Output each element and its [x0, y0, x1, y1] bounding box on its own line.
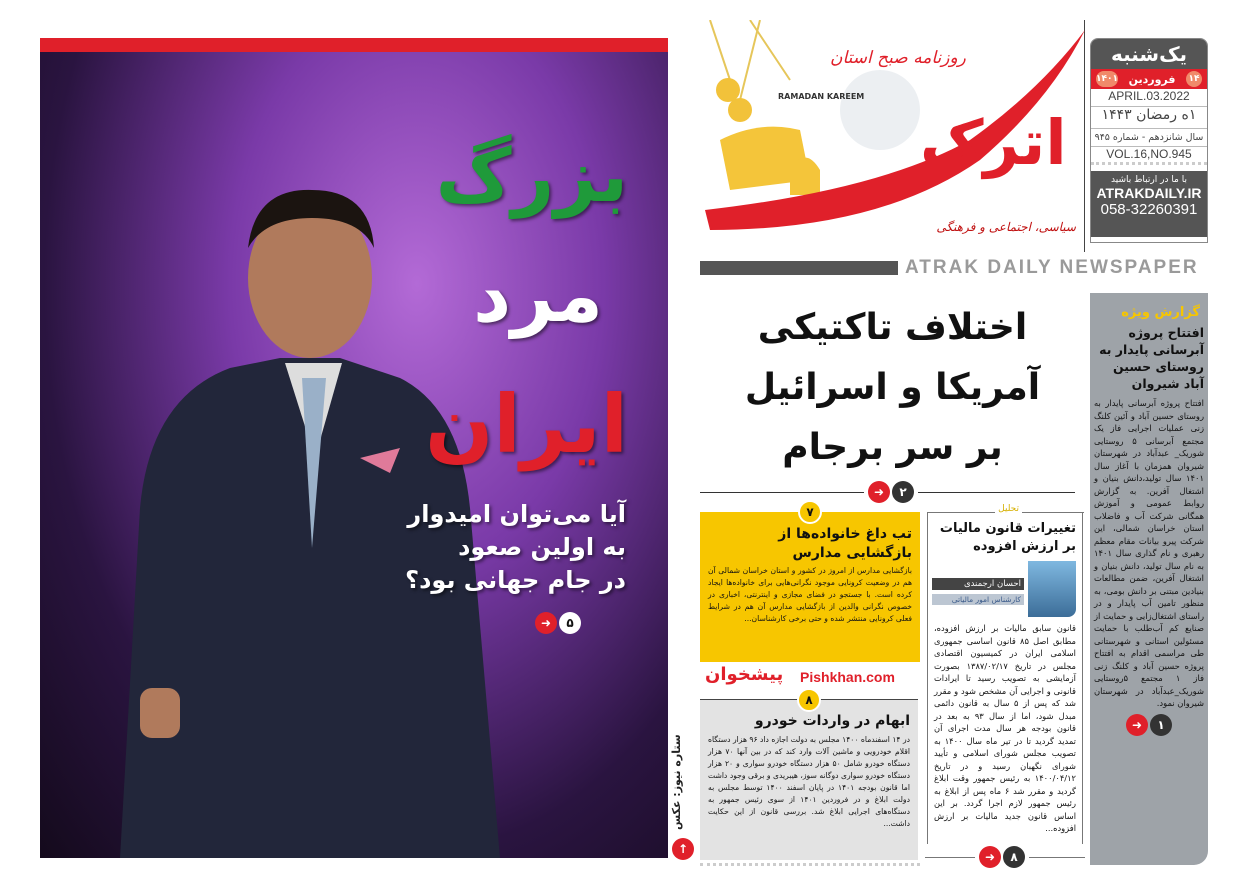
weekday: یک‌شنبه: [1091, 39, 1207, 69]
divider: [700, 863, 920, 866]
special-report-headline: افتتاح پروژه آبرسانی پایدار به روستای حسین آباد شیروان: [1099, 325, 1204, 391]
page-number: ۵: [559, 612, 581, 634]
lead-story-panel[interactable]: [40, 38, 668, 858]
lead-subhead-line1: آیا می‌توان امیدوار: [407, 500, 626, 528]
photo-credit: ستاره نیوز: عکس: [670, 734, 683, 831]
phone-number: 058-32260391: [1100, 201, 1198, 218]
ramadan-badge: RAMADAN KAREEM: [778, 92, 865, 101]
main-story-page-badge[interactable]: [864, 481, 918, 503]
analysis-column[interactable]: [927, 504, 1083, 844]
cars-story[interactable]: [700, 693, 918, 860]
arrow-up-icon: ↑: [672, 838, 694, 860]
special-report-page-badge[interactable]: [1126, 714, 1204, 736]
analysis-kicker: تحلیل: [995, 504, 1022, 514]
english-name: ATRAK DAILY NEWSPAPER: [905, 257, 1199, 278]
page-number: ۷: [798, 500, 822, 524]
lead-subhead-line2: به اولین صعود: [458, 533, 626, 561]
hijri-date: ۱ه رمضان ۱۴۴۳: [1091, 107, 1207, 129]
month: فروردین: [1128, 72, 1176, 86]
schools-headline: تب داغ خانواده‌ها از بازگشایی مدارس: [778, 526, 912, 561]
logo-subtitle: روزنامه صبح استان: [830, 48, 966, 68]
page-number: ۸: [1003, 846, 1025, 868]
day-number: ۱۴: [1186, 71, 1202, 87]
gregorian-date: APRIL.03.2022: [1091, 89, 1207, 107]
page-number: ۱: [1150, 714, 1172, 736]
analysis-page-badge[interactable]: [975, 846, 1029, 868]
page-number: ۸: [797, 688, 821, 712]
lead-headline-line2: مرد: [473, 253, 603, 339]
logo-text: اترک: [920, 106, 1067, 179]
author-photo: [1028, 561, 1076, 617]
lead-subhead-line3: در جام جهانی بود؟: [405, 566, 626, 594]
main-headline-line1: اختلاف تاکتیکی: [757, 307, 1028, 348]
author-role: کارشناس امور مالیاتی: [932, 594, 1024, 605]
arrow-right-icon: ➜: [1126, 714, 1148, 736]
year: ۱۴۰۱: [1096, 71, 1118, 87]
analysis-headline: تغییرات قانون مالیات بر ارزش افزوده: [939, 521, 1076, 554]
main-story[interactable]: [700, 298, 1085, 478]
website-link[interactable]: ATRAKDAILY.IR: [1096, 185, 1202, 201]
schools-body: بازگشایی مدارس از امروز در کشور و استان خراسان شمالی آن هم در وضعیت کرونایی موجود نگرانی‌هایی برای خانواده‌ها ایجاد کرده است. با جستجو در فضای مجازی و اینترنتی، اخباری در خصوص نگرانی والدین از بازگشایی مدارس آن هم در شرایط فعلی کرونایی منتشر شده و حتی برخی کارشناسان...: [708, 566, 912, 623]
watermark-en: Pishkhan.com: [800, 669, 895, 685]
masthead-logo: [700, 20, 1085, 252]
page-number: ۲: [892, 481, 914, 503]
logo-tagline: سیاسی، اجتماعی و فرهنگی: [936, 220, 1076, 234]
main-headline-line2: آمریکا و اسرائیل: [744, 367, 1041, 408]
masthead-bar: [700, 261, 898, 275]
date-box: [1090, 38, 1208, 243]
lead-headline-line3: ایران: [425, 378, 628, 471]
volume-fa: سال شانزدهم - شماره ۹۴۵: [1091, 129, 1207, 147]
schools-story[interactable]: [700, 505, 920, 662]
arrow-right-icon: ➜: [979, 846, 1001, 868]
special-report[interactable]: [1090, 293, 1208, 865]
arrow-right-icon: ➜: [535, 612, 557, 634]
author-name: احسان ارجمندی: [932, 578, 1024, 590]
contact-label: با ما در ارتباط باشید: [1111, 175, 1187, 185]
special-report-kicker: گزارش ویژه: [1121, 305, 1200, 320]
top-red-bar: [40, 38, 668, 52]
lead-photo: [80, 128, 500, 858]
cars-body: در ۱۴ اسفندماه ۱۴۰۰ مجلس به دولت اجازه داد ۹۶ هزار دستگاه اقلام خودرویی و ماشین آلات وارد کند که در بین آنها ۷۰ هزار دستگاه خودرو شامل ۵۰ هزار دستگاه خودرو سواری و ۲۰ هزار دستگاه خودرو سواری دوگانه سوز، هیبریدی و برقی وجود داشت اما قانون بودجه ۱۴۰۱ در پایان اسفند ۱۴۰۰ توسط مجلس به دولت ابلاغ و در فروردین ۱۴۰۱ از سوی رئیس جمهور به دستگاه‌های اجرایی ابلاغ شد. بررسی قانون از این حکایت داشت...: [708, 735, 911, 828]
main-headline-line3: بر سر برجام: [782, 427, 1003, 468]
analysis-body: قانون سابق مالیات بر ارزش افزوده، مطابق اصل ۸۵ قانون اساسی جمهوری اسلامی ایران در کمیسیون اقتصادی مجلس در تاریخ ۱۳۸۷/۰۲/۱۷ بصورت آزمایشی به تصویب رسید تا ایرادات قانونی و اجرایی آن مشخص شود و مقرر شد که پس از ۵ سال به قانون دائمی مبدل شود، اما از سال ۹۳ به بعد در قانون بودجه هر سال مدت اجرای آن تمدید گردید تا در تیر ماه سال ۱۴۰۰ به تصویب مجلس شورای اسلامی و تأیید شورای نگهبان رسید و در تاریخ ۱۴۰۰/۰۴/۱۲ به رئیس جمهور وقت ابلاغ گردید و مقرر شد ۶ ماه پس از ابلاغ به رئیس جمهور لازم اجرا گردد. بر این اساس قانون جدید مالیات بر ارزش افزوده...: [934, 623, 1076, 833]
special-report-body: افتتاح پروژه آبرسانی پایدار به روستای حسین آباد و آئین کلنگ زنی عملیات اجرایی فاز یک مجتمع آبرسانی ۵ روستایی شوریک_ عبدآباد در شهرستان شیروان همزمان با آغاز سال ۱۴۰۱ سال تولید،دانش بنیان و اشتغال آفرین. به گزارش روابط عمومی و آموزش همگانی شرکت آب و فاضلاب استان خراسان شمالی، این شرکت پیرو بیانات مقام معظم رهبری و نام گذاری سال ۱۴۰۱ به نام سال تولید، دانش بنیان و اشتغال آفرین، ضمن مطالعات بنیادین مبتنی بر دانش بومی، به منظور تامین آب پایدار و در راستای اشتغال‌زایی و حمایت از صنایع کم آب‌طلب با حمایت مسئولین استانی و شهرستانی طی مراسمی اقدام به افتتاح پروژه حسین آباد و کلنگ زنی فاز ۱ مجتمع ۵روستایی شوریک_عبدآباد در شهرستان شیروان نمود.: [1094, 398, 1205, 708]
lead-page-badge[interactable]: [535, 612, 581, 634]
volume-en: VOL.16,NO.945: [1091, 147, 1207, 165]
arrow-right-icon: ➜: [868, 481, 890, 503]
lead-headline-line1: بزرگ: [435, 133, 628, 219]
cars-headline: ابهام در واردات خودرو: [754, 713, 910, 729]
watermark-fa: پیشخوان: [705, 664, 784, 685]
